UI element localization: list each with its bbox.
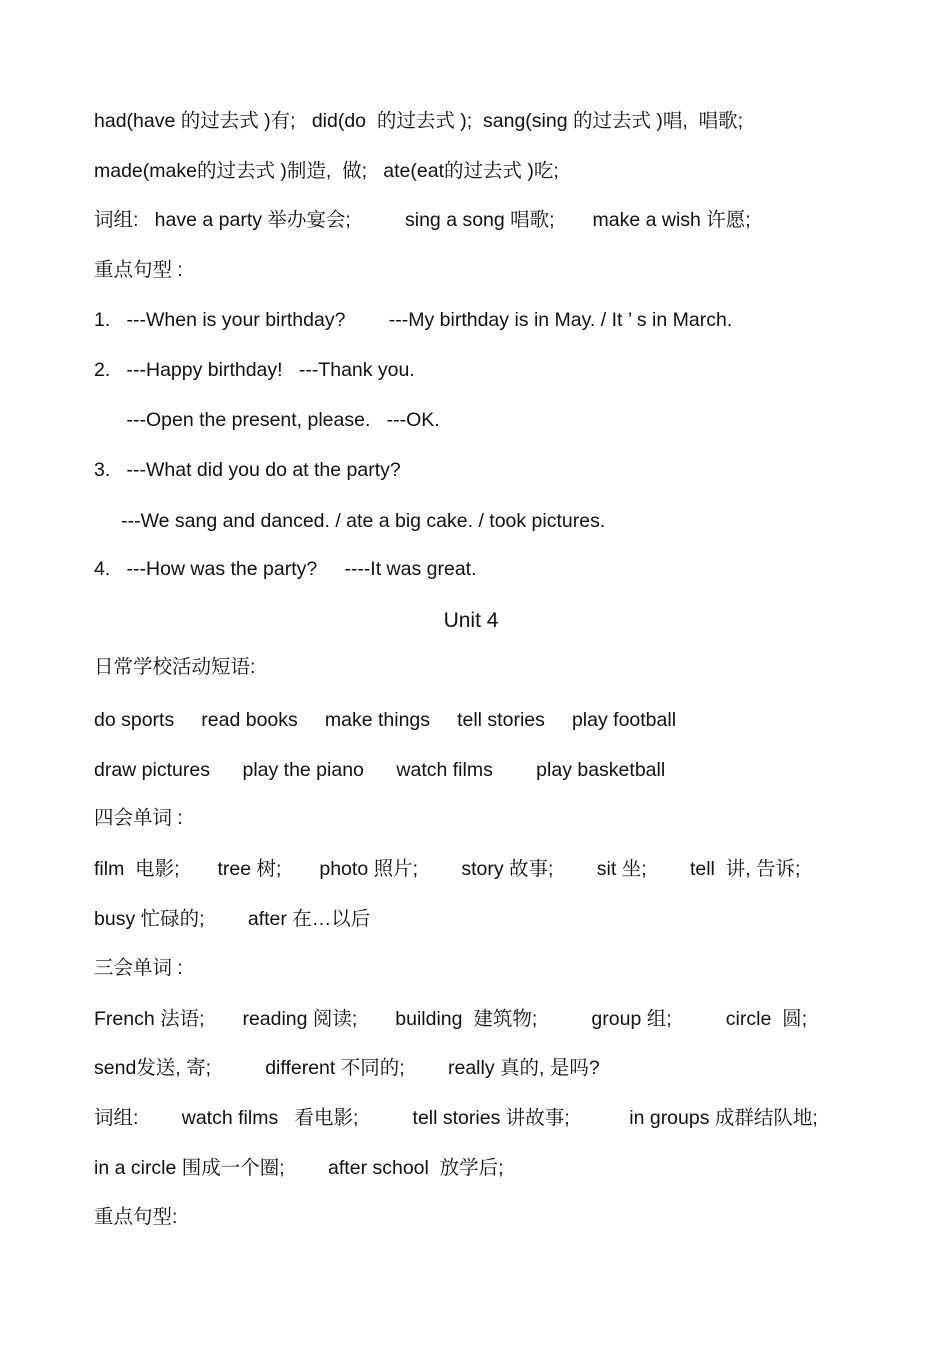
text-line-2: made(make的过去式 )制造, 做; ate(eat的过去式 )吃; — [94, 160, 559, 182]
text-line-7: ---Open the present, please. ---OK. — [94, 409, 440, 431]
text-line-17: 三会单词 : — [94, 957, 183, 979]
text-line-15: film 电影; tree 树; photo 照片; story 故事; sit 坐; tell 讲, 告诉; — [94, 858, 801, 880]
unit-title: Unit 4 — [443, 609, 499, 632]
text-line-3: 词组: have a party 举办宴会; sing a song 唱歌; make a wish 许愿; — [94, 209, 751, 231]
text-line-12: do sports read books make things tell stories play football — [94, 709, 677, 731]
text-line-14: 四会单词 : — [94, 807, 183, 829]
text-line-6: 2. ---Happy birthday! ---Thank you. — [94, 359, 415, 381]
text-line-10: 4. ---How was the party? ----It was great. — [94, 558, 477, 580]
text-line-20: 词组: watch films 看电影; tell stories 讲故事; in groups 成群结队地; — [94, 1107, 818, 1129]
text-line-8: 3. ---What did you do at the party? — [94, 459, 401, 481]
text-line-19: send发送, 寄; different 不同的; really 真的, 是吗? — [94, 1057, 600, 1079]
text-line-22: 重点句型: — [94, 1206, 178, 1228]
text-line-1: had(have 的过去式 )有; did(do 的过去式 ); sang(sing 的过去式 )唱, 唱歌; — [94, 110, 744, 132]
text-line-11: 日常学校活动短语: — [94, 656, 256, 678]
text-line-18: French 法语; reading 阅读; building 建筑物; group 组; circle 圆; — [94, 1008, 808, 1030]
text-line-9: ---We sang and danced. / ate a big cake. / took pictures. — [94, 510, 606, 532]
text-line-5: 1. ---When is your birthday? ---My birthday is in May. / It ’ s in March. — [94, 309, 733, 331]
text-line-13: draw pictures play the piano watch films play basketball — [94, 759, 666, 781]
text-line-16: busy 忙碌的; after 在…以后 — [94, 908, 371, 930]
text-line-4: 重点句型 : — [94, 259, 183, 281]
text-line-21: in a circle 围成一个圈; after school 放学后; — [94, 1157, 504, 1179]
